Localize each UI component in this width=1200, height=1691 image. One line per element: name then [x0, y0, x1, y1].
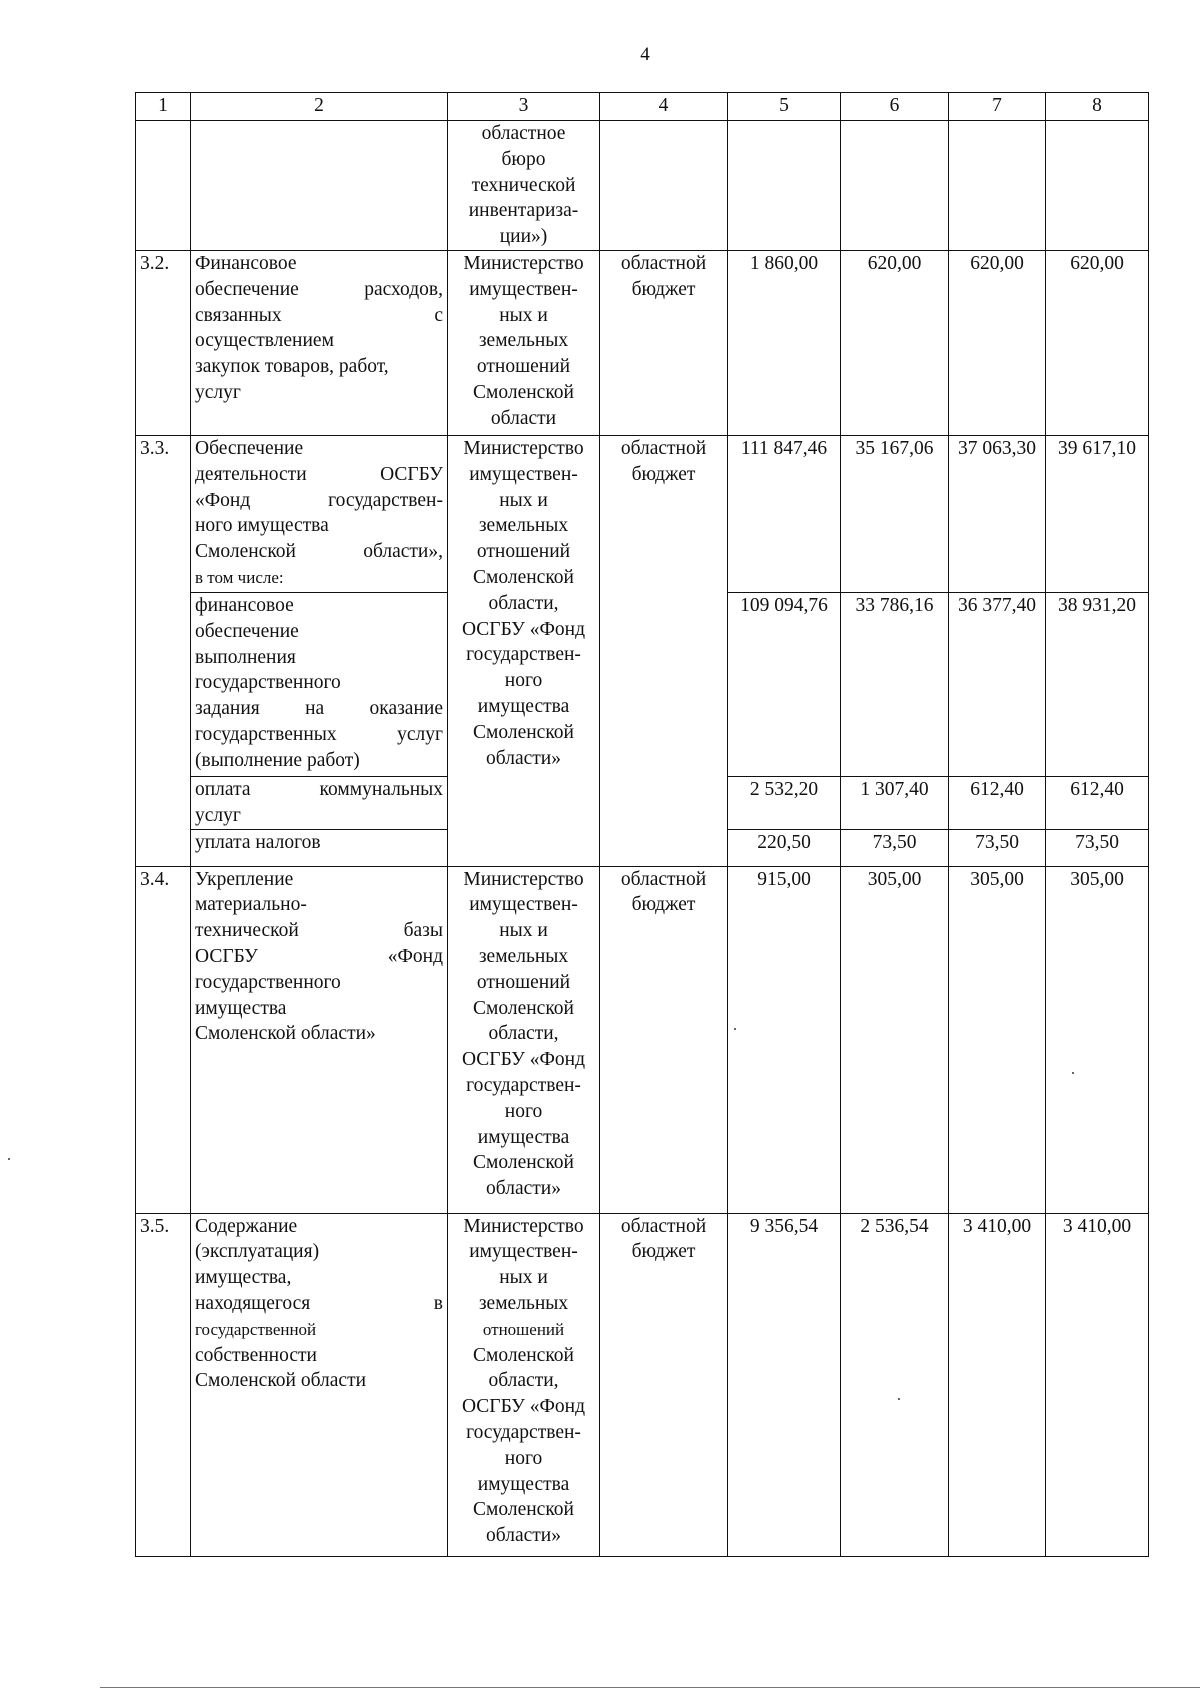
line: ных и [499, 920, 548, 942]
line: ного имущества [195, 515, 329, 537]
funding-source-cell [600, 250, 728, 435]
line: имуществен- [469, 463, 578, 485]
line: отношений [482, 1319, 565, 1339]
description-cell [191, 829, 448, 866]
line: услуг [195, 381, 241, 403]
value-year-3: 612,40 [1046, 776, 1149, 829]
page-number: 4 [640, 44, 650, 65]
executor-cell [448, 1213, 600, 1556]
line: Смоленской [473, 1499, 574, 1521]
line: ОСГБУ «Фонд [461, 618, 586, 640]
scan-speck [1072, 1072, 1074, 1074]
description-cell [191, 776, 448, 829]
line: Смоленской области» [195, 1023, 376, 1045]
line: имуществен- [469, 894, 578, 916]
scan-speck [8, 1158, 10, 1160]
value-total: 1 860,00 [728, 250, 841, 435]
executor-cell [448, 250, 600, 435]
value-year-3: 620,00 [1046, 250, 1149, 435]
line: областное [481, 123, 566, 144]
line: государственного [195, 672, 341, 694]
line: Укрепление [195, 868, 294, 890]
line: технической базы [195, 920, 443, 942]
line: ОСГБУ «Фонд [461, 1049, 586, 1071]
header-cell: 6 [841, 93, 949, 121]
line: финансовое [195, 594, 294, 616]
value-year-2: 73,50 [949, 829, 1046, 866]
value-total: 9 356,54 [728, 1213, 841, 1556]
line: имущества [477, 1473, 570, 1495]
line: области» [486, 1525, 561, 1547]
line: области» [486, 1178, 561, 1200]
line: Смоленской области [195, 1370, 367, 1392]
header-cell: 2 [191, 93, 448, 121]
line: осуществлением [195, 330, 334, 352]
line: земельных [478, 330, 569, 352]
row-number: 3.3. [136, 435, 191, 866]
funding-source-cell [600, 866, 728, 1213]
description-cell [191, 866, 448, 1213]
value-year-3: 305,00 [1046, 866, 1149, 1213]
line: ции») [499, 226, 548, 248]
header-cell: 3 [448, 93, 600, 121]
header-cell: 7 [949, 93, 1046, 121]
line: услуг [195, 804, 241, 826]
line: ного [504, 1447, 543, 1469]
value-total: 2 532,20 [728, 776, 841, 829]
line: Смоленской [473, 997, 574, 1019]
line: бюджет [631, 1241, 696, 1263]
row-number: 3.5. [136, 1213, 191, 1556]
line: области [490, 407, 557, 429]
line: имуществен- [469, 1241, 578, 1263]
line: Смоленской [473, 566, 574, 588]
value-year-1: 73,50 [841, 829, 949, 866]
line: Смоленской [473, 381, 574, 403]
line: Министерство [463, 1215, 584, 1237]
page-edge-line [100, 1687, 1200, 1688]
line: бюджет [631, 463, 696, 485]
value-year-2: 620,00 [949, 250, 1046, 435]
line: Финансовое [195, 252, 297, 274]
table-row [136, 435, 1149, 592]
value-year-3: 38 931,20 [1046, 592, 1149, 776]
line: государствен- [466, 1421, 581, 1443]
value-total: 915,00 [728, 866, 841, 1213]
value-year-2: 3 410,00 [949, 1213, 1046, 1556]
executor-cell [448, 435, 600, 866]
line: Министерство [463, 252, 584, 274]
line: области, [488, 1370, 559, 1392]
line: закупок товаров, работ, [195, 356, 389, 378]
description-cell [191, 250, 448, 435]
line: ных и [499, 304, 548, 326]
line: бюджет [631, 894, 696, 916]
line: Министерство [463, 437, 584, 459]
line: выполнения [195, 646, 296, 668]
value-year-1: 35 167,06 [841, 435, 949, 592]
line: области» [486, 747, 561, 769]
line: областной [620, 437, 707, 459]
line: связанных с [195, 304, 443, 326]
value-year-2: 612,40 [949, 776, 1046, 829]
line: технической [471, 174, 576, 196]
line: областной [620, 1215, 707, 1237]
header-cell: 5 [728, 93, 841, 121]
row-number: 3.2. [136, 250, 191, 435]
line: собственности [195, 1344, 317, 1366]
value-year-2: 37 063,30 [949, 435, 1046, 592]
line: обеспечение [195, 620, 299, 642]
line: уплата налогов [195, 831, 321, 853]
row-number: 3.4. [136, 866, 191, 1213]
value-year-1: 305,00 [841, 866, 949, 1213]
header-cell: 1 [136, 93, 191, 121]
description-cell [191, 1213, 448, 1556]
line: Содержание [195, 1215, 298, 1237]
line: Обеспечение [195, 437, 304, 459]
line: инвентариза- [468, 200, 579, 222]
scan-speck [734, 1028, 736, 1030]
line: государственной [195, 1319, 317, 1339]
line: государственных услуг [195, 723, 443, 745]
line: Смоленской [473, 1344, 574, 1366]
line: имущества, [195, 1267, 292, 1289]
funding-source-cell [600, 435, 728, 866]
line: ОСГБУ «Фонд [461, 1396, 586, 1418]
line: в том числе: [195, 567, 284, 587]
funding-source-cell [600, 1213, 728, 1556]
value-total: 109 094,76 [728, 592, 841, 776]
line: Смоленской [473, 1152, 574, 1174]
value-year-3: 73,50 [1046, 829, 1149, 866]
continuation-row [136, 121, 1149, 251]
scan-speck [898, 1398, 900, 1400]
line: имущества [195, 997, 287, 1019]
line: Министерство [463, 868, 584, 890]
line: материально- [195, 894, 307, 916]
table-row [136, 866, 1149, 1213]
header-cell: 8 [1046, 93, 1149, 121]
value-total: 111 847,46 [728, 435, 841, 592]
line: отношений [476, 541, 571, 563]
line: бюджет [631, 278, 696, 300]
line: государственного [195, 971, 341, 993]
value-year-2: 36 377,40 [949, 592, 1046, 776]
table-row [136, 1213, 1149, 1556]
line: «Фонд государствен- [195, 489, 443, 511]
line: ных и [499, 1267, 548, 1289]
description-cell [191, 435, 448, 592]
header-row [136, 93, 1149, 121]
line: ных и [499, 489, 548, 511]
line: (эксплуатация) [195, 1241, 320, 1263]
line: оплата коммунальных [195, 778, 443, 800]
executor-cell [448, 866, 600, 1213]
line: Смоленской [473, 721, 574, 743]
line: ного [504, 670, 543, 692]
line: ОСГБУ «Фонд [195, 945, 443, 967]
line: задания на оказание [195, 698, 443, 720]
line: области, [488, 1023, 559, 1045]
value-year-1: 620,00 [841, 250, 949, 435]
line: (выполнение работ) [195, 749, 360, 771]
line: государствен- [466, 644, 581, 666]
value-year-3: 3 410,00 [1046, 1213, 1149, 1556]
line: имуществен- [469, 278, 578, 300]
value-year-1: 2 536,54 [841, 1213, 949, 1556]
line: земельных [478, 515, 569, 537]
line: областной [620, 252, 707, 274]
value-year-2: 305,00 [949, 866, 1046, 1213]
line: деятельности ОСГБУ [195, 463, 443, 485]
line: отношений [476, 356, 571, 378]
line: Смоленской области», [195, 541, 443, 563]
description-cell [191, 592, 448, 776]
line: отношений [476, 971, 571, 993]
executor-cell [448, 121, 600, 251]
line: земельных [478, 1292, 569, 1314]
value-total: 220,50 [728, 829, 841, 866]
line: имущества [477, 1126, 570, 1148]
line: обеспечение расходов, [195, 278, 443, 300]
line: имущества [477, 695, 570, 717]
line: областной [620, 868, 707, 890]
line: ного [504, 1100, 543, 1122]
line: бюро [501, 148, 546, 170]
value-year-1: 33 786,16 [841, 592, 949, 776]
line: земельных [478, 945, 569, 967]
value-year-1: 1 307,40 [841, 776, 949, 829]
budget-table [135, 92, 1149, 1557]
line: находящегося в [195, 1292, 443, 1314]
line: области, [488, 592, 559, 614]
value-year-3: 39 617,10 [1046, 435, 1149, 592]
header-cell: 4 [600, 93, 728, 121]
table-row [136, 250, 1149, 435]
line: государствен- [466, 1074, 581, 1096]
